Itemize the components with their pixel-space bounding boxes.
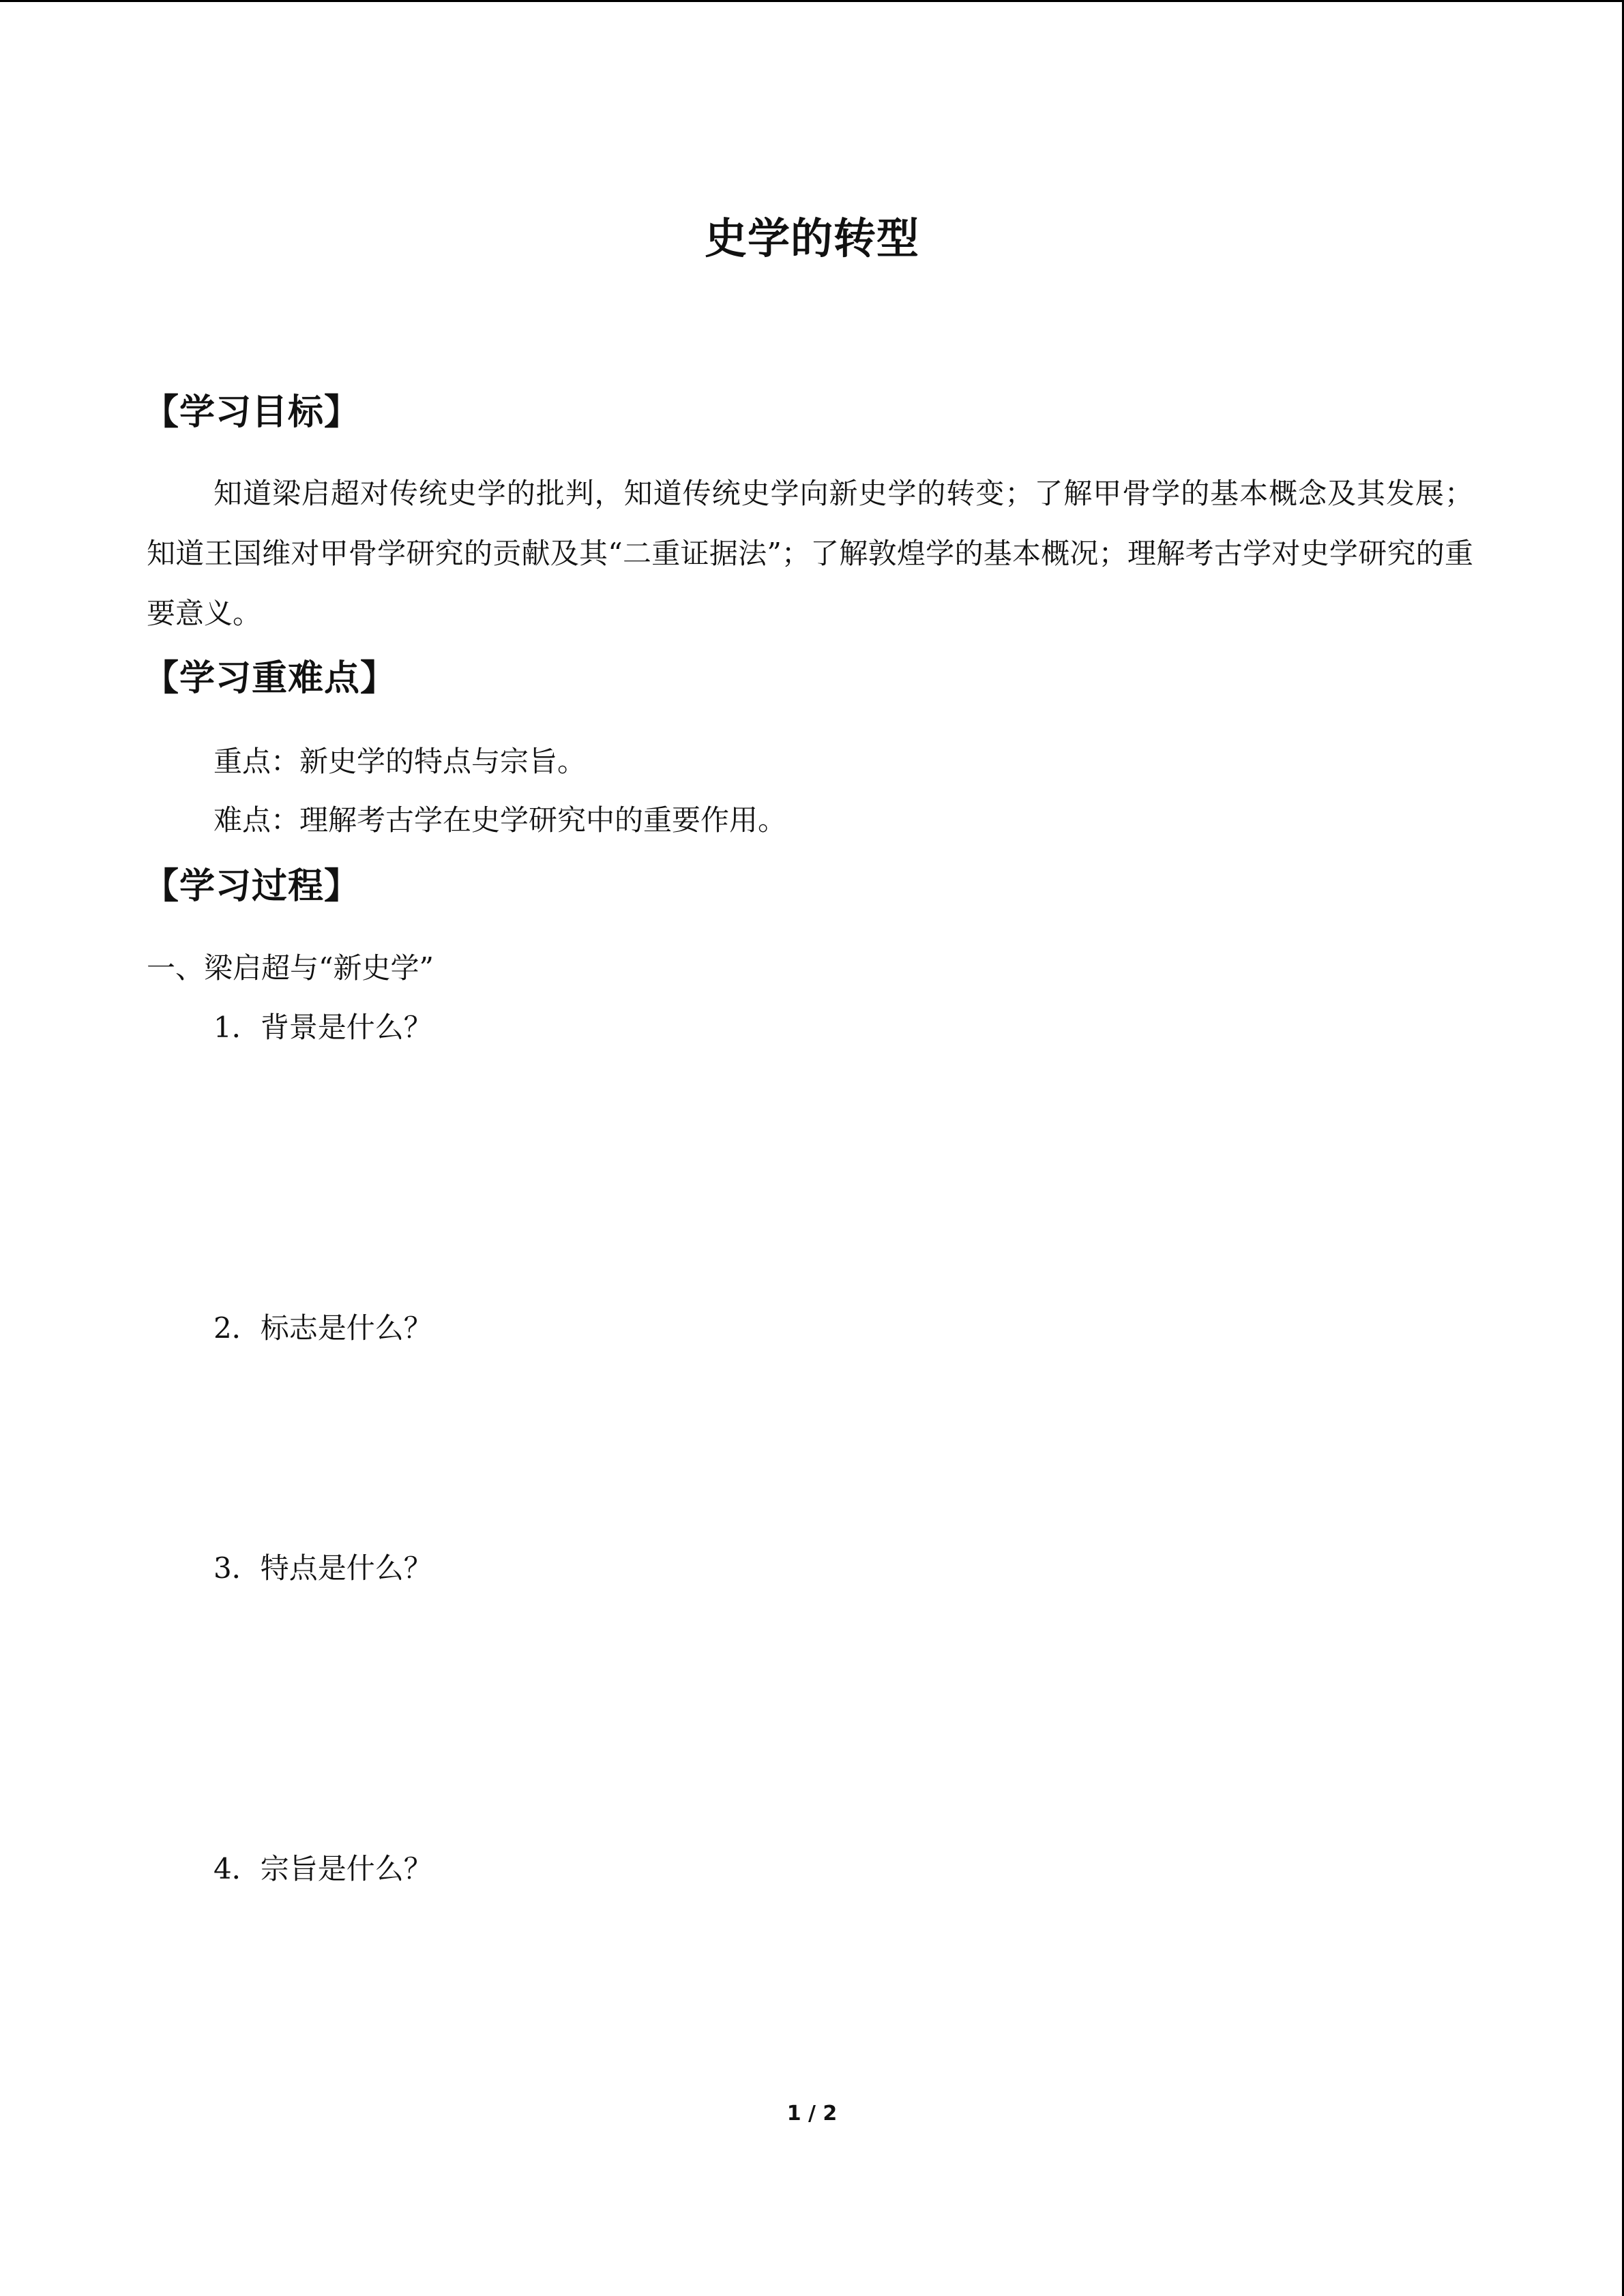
question-item: 1．背景是什么？ [213,1011,432,1044]
section-heading-process: 【学习过程】 [143,866,361,907]
difficult-point-line: 难点：理解考古学在史学研究中的重要作用。 [213,803,787,837]
page-title: 史学的转型 [704,213,919,263]
objectives-paragraph: 知道梁启超对传统史学的批判，知道传统史学向新史学的转变；了解甲骨学的基本概念及其发展；知道王国维对甲骨学研究的贡献及其“二重证据法”；了解敦煌学的基本概况；理解考古学对史学研究的重要意义。 [147,477,1473,630]
page-number: 1 / 2 [786,2102,838,2126]
question-item: 4．宗旨是什么？ [213,1852,432,1885]
section-heading-key-points: 【学习重难点】 [143,658,397,699]
page-border-top [0,0,1624,2]
question-item: 3．特点是什么？ [213,1551,432,1585]
question-item: 2．标志是什么？ [213,1311,432,1345]
subsection-heading: 一、梁启超与“新史学” [147,951,434,985]
section-heading-objectives: 【学习目标】 [143,392,361,433]
key-point-line: 重点：新史学的特点与宗旨。 [213,745,587,778]
